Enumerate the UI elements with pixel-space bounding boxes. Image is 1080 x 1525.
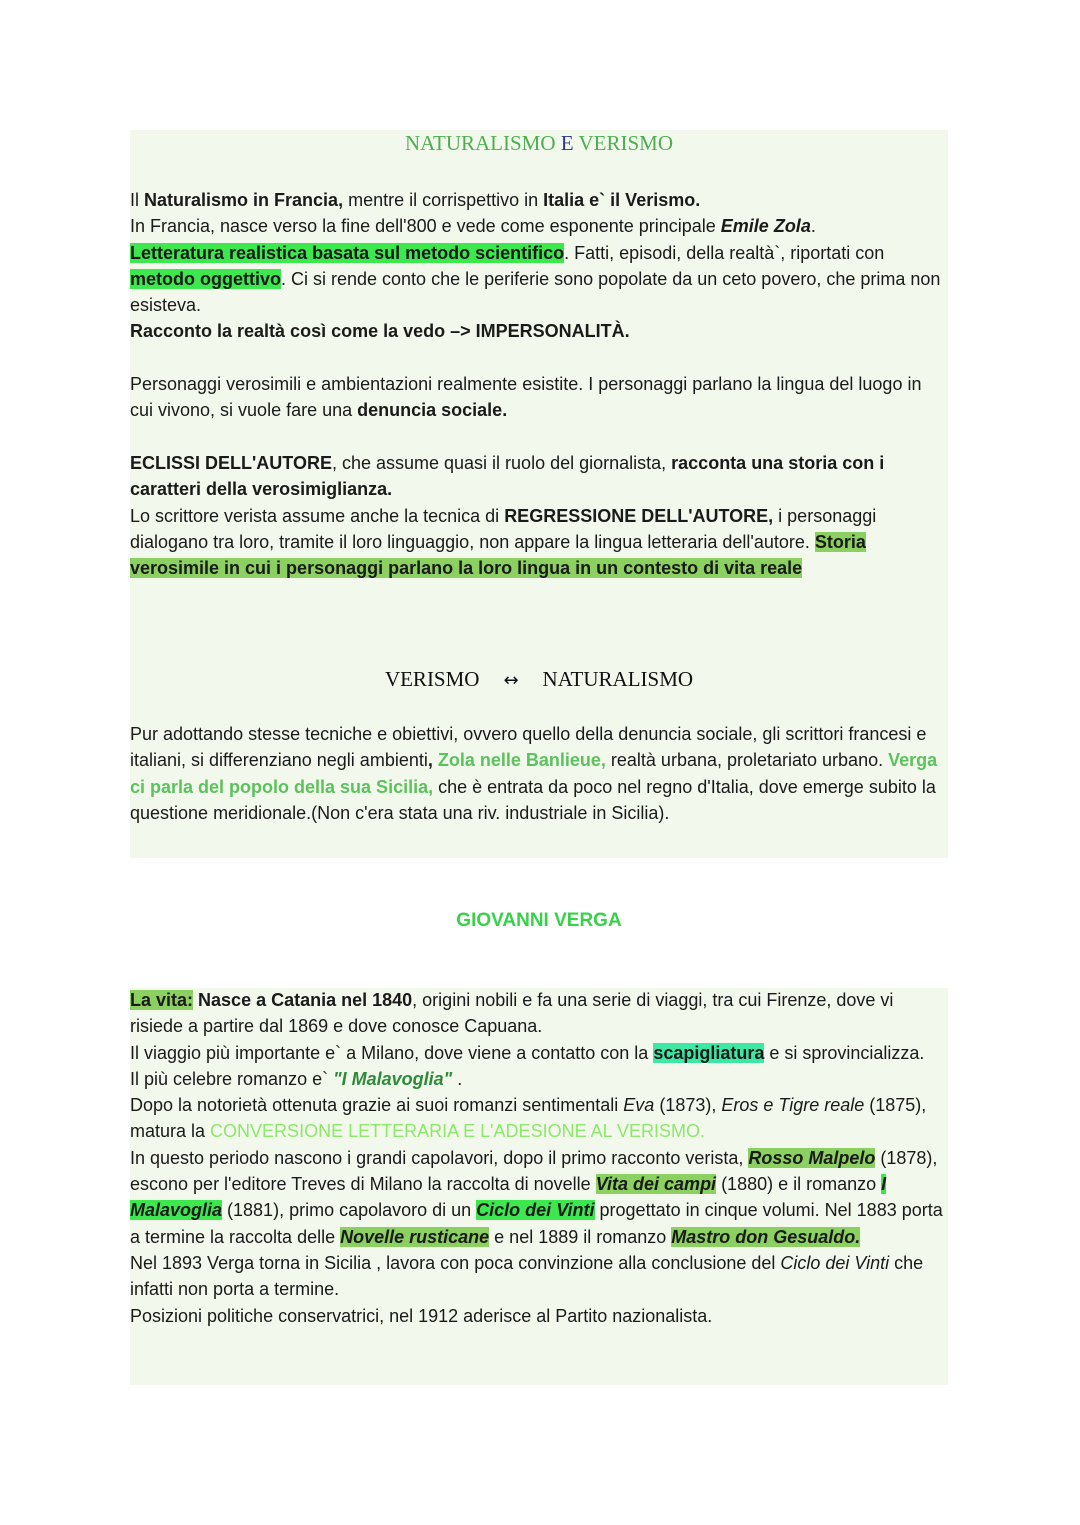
characters-paragraph: Personaggi verosimili e ambientazioni realmente esistite. I personaggi parlano la lingua del luogo in cui vivono, si vuole fare una denuncia sociale.	[130, 374, 922, 421]
double-arrow-icon: ↔	[503, 670, 519, 691]
verga-heading: GIOVANNI VERGA	[456, 910, 622, 931]
biography-paragraph: La vita: Nasce a Catania nel 1840, origini nobili e fa una serie di viaggi, tra cui Firenze, dove vi risiede a partire dal 1869 e dove conosce Capuana. Il viaggio più importante e` a Milano, dove viene a contatto con la scapigliatura e si sprovincializza. Il più celebre romanzo e` "I Malavoglia" . Dopo la notorietà ottenuta grazie ai suoi romanzi sentimentali Eva (1873), Eros e Tigre reale (1875), matura la CONVERSIONE LETTERARIA E L'ADESIONE AL VERISMO. In questo periodo nascono i grandi capolavori, dopo il primo racconto verista, Rosso Malpelo (1878), escono per l'editore Treves di Milano la raccolta di novelle Vita dei campi (1880) e il romanzo I Malavoglia (1881), primo capolavoro di un Ciclo dei Vinti progettato in cinque volumi. Nel 1883 porta a termine la raccolta delle Novelle rusticane e nel 1889 il romanzo Mastro don Gesualdo. Nel 1893 Verga torna in Sicilia , lavora con poca convinzione alla conclusione del Ciclo dei Vinti che infatti non porta a termine. Posizioni politiche conservatrici, nel 1912 aderisce al Partito nazionalista.	[130, 990, 943, 1326]
intro-paragraph: Il Naturalismo in Francia, mentre il corrispettivo in Italia e` il Verismo. In Francia, nasce verso la fine dell'800 e vede come esponente principale Emile Zola. Letteratura realistica basata sul metodo scientifico. Fatti, episodi, della realtà`, riportati con metodo oggettivo. Ci si rende conto che le periferie sono popolate da un ceto povero, che prima non esisteva. Racconto la realtà così come la vedo –> IMPERSONALITÀ.	[130, 190, 941, 342]
highlight: Letteratura realistica basata sul metodo scientifico	[130, 242, 565, 263]
highlight: Rosso Malpelo	[748, 1147, 876, 1168]
highlight: La vita:	[130, 990, 194, 1010]
highlight: scapigliatura	[653, 1042, 765, 1063]
highlight: Ciclo dei Vinti	[476, 1200, 595, 1221]
highlight: metodo oggettivo	[130, 268, 281, 289]
highlight: Novelle rusticane	[340, 1226, 490, 1247]
highlight: I Malavoglia	[130, 1174, 887, 1221]
page-title: NATURALISMO E VERISMO	[405, 131, 673, 155]
highlight: Storia verosimile in cui i personaggi parlano la loro lingua in un contesto di vita reale	[130, 531, 866, 579]
highlight: Mastro don Gesualdo.	[671, 1226, 861, 1247]
highlight: Vita dei campi	[595, 1174, 717, 1195]
comparison-heading: VERISMO ↔ NATURALISMO	[384, 667, 694, 691]
comparison-paragraph: Pur adottando stesse tecniche e obiettivi, ovvero quello della denuncia sociale, gli scrittori francesi e italiani, si differenziano negli ambienti, Zola nelle Banlieue, realtà urbana, proletariato urbano. Verga ci parla del popolo della sua Sicilia, che è entrata da poco nel regno d'Italia, dove emerge subito la questione meridionale.(Non c'era stata una riv. industriale in Sicilia).	[130, 724, 938, 823]
eclipse-paragraph: ECLISSI DELL'AUTORE, che assume quasi il ruolo del giornalista, racconta una storia con i caratteri della verosimiglianza. Lo scrittore verista assume anche la tecnica di REGRESSIONE DELL'AUTORE, i personaggi dialogano tra loro, tramite il loro linguaggio, non appare la lingua letteraria dell'autore. Storia verosimile in cui i personaggi parlano la loro lingua in un contesto di vita reale	[130, 453, 885, 579]
